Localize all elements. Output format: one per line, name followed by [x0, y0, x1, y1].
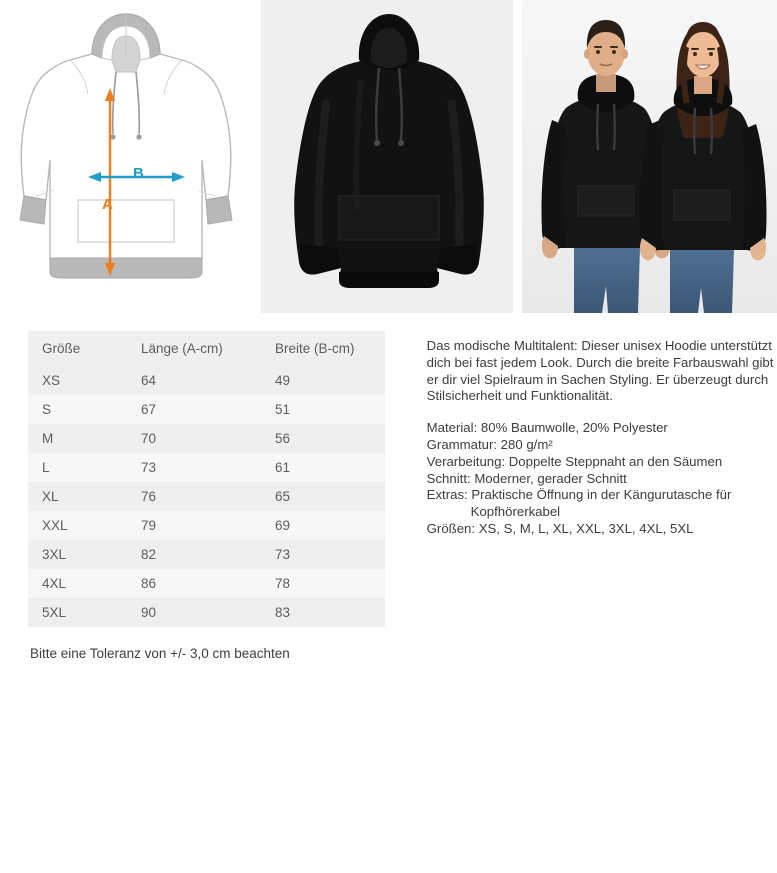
table-header-row [28, 331, 385, 366]
table-row [28, 569, 385, 598]
dimension-label-width: B [133, 165, 144, 182]
cell-length: 79 [127, 511, 261, 540]
description-spacer [427, 405, 777, 420]
table-row [28, 598, 385, 627]
cell-length: 86 [127, 569, 261, 598]
size-table [28, 331, 385, 627]
cell-size: M [28, 424, 127, 453]
hoodie-measurement-diagram-panel [0, 0, 252, 313]
cell-size: XS [28, 366, 127, 395]
cell-width: 56 [261, 424, 385, 453]
cell-size: 5XL [28, 598, 127, 627]
cell-width: 69 [261, 511, 385, 540]
black-hoodie-product-photo-panel [261, 0, 513, 313]
cell-length: 70 [127, 424, 261, 453]
cell-width: 61 [261, 453, 385, 482]
cell-width: 51 [261, 395, 385, 424]
cell-width: 83 [261, 598, 385, 627]
cell-width: 78 [261, 569, 385, 598]
table-header-width: Breite (B-cm) [261, 331, 385, 366]
table-row [28, 511, 385, 540]
hoodie-measurement-diagram [0, 0, 252, 313]
product-description [427, 331, 777, 627]
cell-length: 73 [127, 453, 261, 482]
cell-length: 67 [127, 395, 261, 424]
cell-width: 49 [261, 366, 385, 395]
table-row [28, 453, 385, 482]
cell-size: 4XL [28, 569, 127, 598]
cell-length: 90 [127, 598, 261, 627]
spec-material: Material: 80% Baumwolle, 20% Polyester [426, 420, 668, 436]
cell-size: XL [28, 482, 127, 511]
two-models-wearing-black-hoodies-photo [522, 0, 777, 313]
cell-width: 73 [261, 540, 385, 569]
cell-length: 76 [127, 482, 261, 511]
spec-processing: Verarbeitung: Doppelte Steppnaht an den Säumen [426, 453, 723, 469]
cell-size: L [28, 453, 127, 482]
spec-extras-continued: Kopfhörerkabel [470, 504, 561, 520]
cell-size: XXL [28, 511, 127, 540]
table-row [28, 424, 385, 453]
product-image-row [0, 0, 777, 313]
table-row [28, 395, 385, 424]
spec-sizes: Größen: XS, S, M, L, XL, XXL, 3XL, 4XL, 5XL [426, 520, 694, 536]
black-hoodie-product-photo [261, 0, 513, 313]
cell-length: 64 [127, 366, 261, 395]
cell-size: S [28, 395, 127, 424]
size-table-wrapper [28, 331, 403, 627]
tolerance-note: Bitte eine Toleranz von +/- 3,0 cm beachten [30, 646, 290, 661]
dimension-label-length: A [102, 196, 113, 213]
specs-section [0, 331, 777, 627]
table-row [28, 482, 385, 511]
cell-size: 3XL [28, 540, 127, 569]
table-row [28, 366, 385, 395]
spec-extras: Extras: Praktische Öffnung in der Kängurutasche für [426, 487, 732, 503]
table-header-length: Länge (A-cm) [127, 331, 261, 366]
table-header-size: Größe [28, 331, 127, 366]
cell-width: 65 [261, 482, 385, 511]
cell-length: 82 [127, 540, 261, 569]
spec-weight: Grammatur: 280 g/m² [426, 436, 553, 452]
models-photo-panel [522, 0, 777, 313]
spec-cut: Schnitt: Moderner, gerader Schnitt [426, 470, 627, 486]
description-intro: Das modische Multitalent: Dieser unisex Hoodie unterstützt dich bei fast jedem Look. Durch die breite Farbauswahl gibt er dir viel Spielraum in Sachen Styling. Er überzeugt durch Stilsicherheit und Funktionalität. [426, 338, 774, 404]
table-row [28, 540, 385, 569]
